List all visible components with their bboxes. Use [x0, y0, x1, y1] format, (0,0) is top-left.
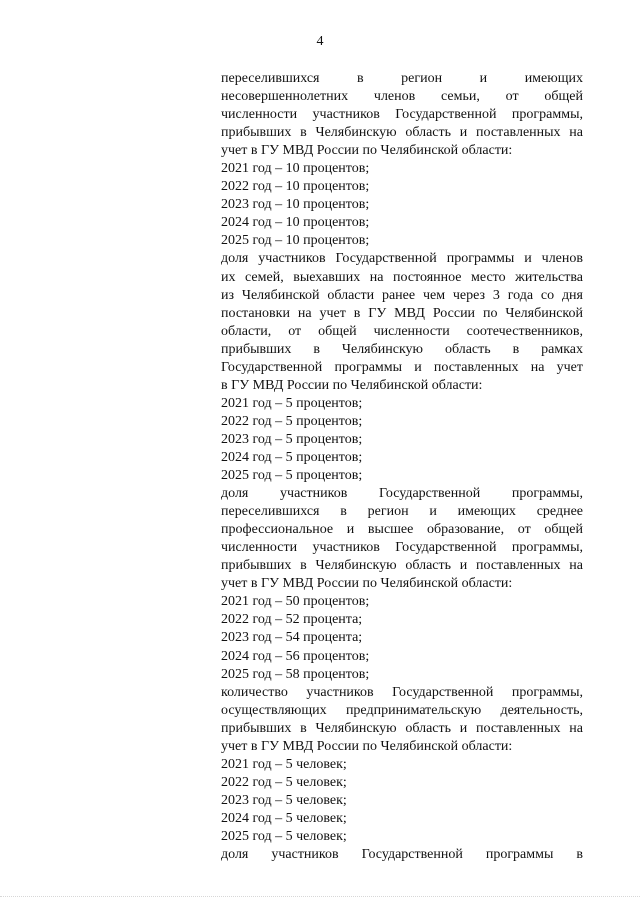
text-line: 2021 год – 5 человек;	[221, 756, 347, 772]
text-line: 2025 год – 58 процентов;	[221, 666, 370, 682]
text-line: количество участников Государственной программы,	[221, 684, 583, 700]
text-line: 2024 год – 5 человек;	[221, 810, 347, 826]
text-line: прибывших в Челябинскую область и поставленных на	[221, 125, 583, 141]
text-line: 2023 год – 54 процента;	[221, 630, 363, 646]
text-line: прибывших в Челябинскую область и поставленных на	[221, 558, 583, 574]
text-line: переселившихся в регион и имеющих среднее	[221, 504, 583, 520]
text-line: учет в ГУ МВД России по Челябинской области:	[221, 576, 513, 592]
text-line: 2021 год – 5 процентов;	[221, 395, 363, 411]
text-line: 2023 год – 5 процентов;	[221, 431, 363, 447]
text-line: 2023 год – 5 человек;	[221, 792, 347, 808]
text-line: 2024 год – 5 процентов;	[221, 449, 363, 465]
text-line: доля участников Государственной программы и членов	[221, 251, 583, 267]
page-number: 4	[316, 34, 324, 49]
text-line: в ГУ МВД России по Челябинской области:	[221, 377, 483, 393]
text-line: профессиональное и высшее образование, от общей	[221, 522, 583, 538]
text-line: 2022 год – 52 процента;	[221, 612, 363, 628]
text-line: 2025 год – 10 процентов;	[221, 233, 370, 249]
text-line: 2022 год – 5 процентов;	[221, 413, 363, 429]
text-line: 2022 год – 5 человек;	[221, 774, 347, 790]
text-line: 2021 год – 50 процентов;	[221, 594, 370, 610]
text-line: прибывших в Челябинскую область в рамках	[221, 341, 583, 357]
text-line: численности участников Государственной программы,	[221, 107, 583, 123]
text-line: области, от общей численности соотечественников,	[221, 323, 583, 339]
text-line: Государственной программы и поставленных на учет	[221, 359, 583, 375]
document-body	[221, 70, 583, 864]
text-line: постановки на учет в ГУ МВД России по Челябинской	[221, 305, 583, 321]
text-line: их семей, выехавших на постоянное место жительства	[221, 269, 583, 285]
text-line: 2024 год – 56 процентов;	[221, 648, 370, 664]
text-line: 2025 год – 5 процентов;	[221, 468, 363, 484]
text-line: осуществляющих предпринимательскую деятельность,	[221, 702, 583, 718]
text-line: доля участников Государственной программы в	[221, 847, 583, 863]
text-line: 2024 год – 10 процентов;	[221, 215, 370, 231]
text-line: учет в ГУ МВД России по Челябинской области:	[221, 738, 513, 754]
text-line: из Челябинской области ранее чем через 3 года со дня	[221, 287, 583, 303]
text-line: учет в ГУ МВД России по Челябинской области:	[221, 143, 513, 159]
text-line: несовершеннолетних членов семьи, от общей	[221, 89, 583, 105]
text-line: 2022 год – 10 процентов;	[221, 179, 370, 195]
text-line: доля участников Государственной программы,	[221, 486, 583, 502]
text-line: переселившихся в регион и имеющих	[221, 71, 583, 86]
text-line: численности участников Государственной программы,	[221, 540, 583, 556]
text-line: 2023 год – 10 процентов;	[221, 197, 370, 213]
text-line: 2021 год – 10 процентов;	[221, 161, 370, 177]
text-line: 2025 год – 5 человек;	[221, 828, 347, 844]
scan-edge-artifact	[0, 896, 640, 899]
text-line: прибывших в Челябинскую область и поставленных на	[221, 720, 583, 736]
